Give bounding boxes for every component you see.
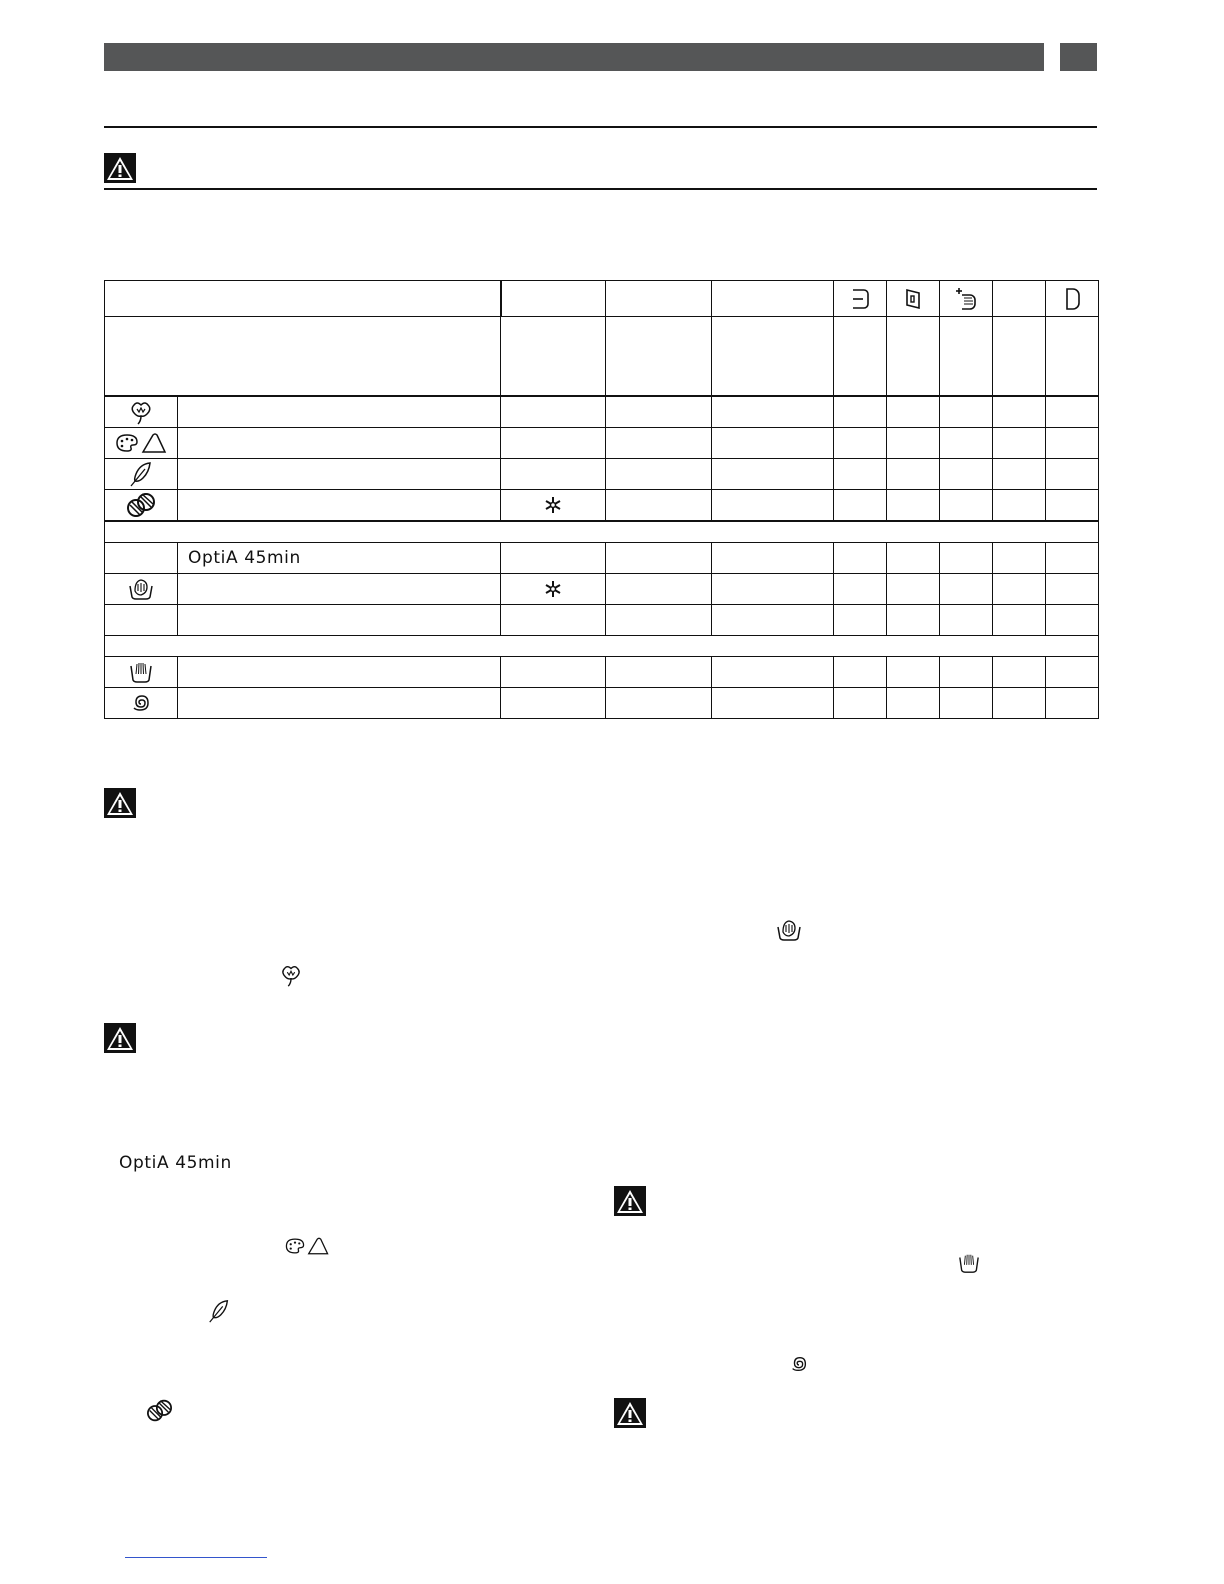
row-icon-cell: [105, 428, 178, 459]
cell: [501, 396, 606, 428]
table-row: [105, 605, 1099, 636]
subheader-cell: [887, 317, 940, 397]
wool-icon: [146, 1398, 173, 1423]
footer-link-underline[interactable]: [125, 1557, 267, 1558]
cell: [940, 459, 993, 490]
section-rule-bottom: [104, 188, 1097, 190]
cell: [887, 459, 940, 490]
programme-table: [104, 280, 1099, 719]
table-separator: [105, 636, 1099, 657]
separator-cell: [105, 521, 1099, 543]
iron-dry-icon: [900, 286, 926, 312]
timed-dry-icon: [1059, 286, 1085, 312]
table-row: [105, 459, 1099, 490]
cell: [887, 543, 940, 574]
cell: [887, 396, 940, 428]
cell: [940, 574, 993, 605]
cell: [993, 605, 1046, 636]
subheader-cell: [712, 317, 834, 397]
cell: [993, 657, 1046, 688]
cell: [1046, 605, 1099, 636]
row-name: [178, 428, 501, 459]
cell: [712, 657, 834, 688]
page-number-box: [1060, 43, 1097, 71]
cell: [606, 396, 712, 428]
synthetics-icon: [283, 1235, 331, 1257]
cell: [606, 605, 712, 636]
cell: [834, 574, 887, 605]
table-row: [105, 490, 1099, 522]
cell: [993, 459, 1046, 490]
warning-icon: [614, 1186, 646, 1216]
cell: [940, 396, 993, 428]
optia-body-label: OptiA 45min: [119, 1153, 232, 1173]
cell: [887, 574, 940, 605]
cell: [993, 574, 1046, 605]
row-name: [178, 459, 501, 490]
cell: [606, 428, 712, 459]
cell: [712, 543, 834, 574]
warning-icon: [104, 788, 136, 818]
header-programme-cell: [105, 281, 501, 317]
cell: [834, 428, 887, 459]
cotton-icon: [278, 962, 304, 988]
cell: [712, 459, 834, 490]
table-row: [105, 396, 1099, 428]
cell: [1046, 428, 1099, 459]
cell: [1046, 543, 1099, 574]
subheader-programme: [105, 317, 501, 397]
subheader-cell: [993, 317, 1046, 397]
cell: [887, 688, 940, 719]
delicates-feather-icon: [127, 460, 155, 488]
rinse-icon: [957, 1252, 981, 1274]
header-col-temp: [501, 281, 606, 317]
row-icon-cell: [105, 459, 178, 490]
wool-icon: [126, 491, 156, 519]
cell: [834, 688, 887, 719]
cell: [501, 657, 606, 688]
row-icon-cell: [105, 490, 178, 522]
snowflake-icon: [543, 495, 563, 515]
header-col-extra: [940, 281, 993, 317]
row-name: [178, 688, 501, 719]
header-col-load: [606, 281, 712, 317]
cell: [712, 688, 834, 719]
header-col-iron: [887, 281, 940, 317]
warning-icon: [104, 1023, 136, 1053]
subheader-cell: [501, 317, 606, 397]
spin-icon: [789, 1354, 809, 1374]
cell: [501, 428, 606, 459]
cell: [712, 428, 834, 459]
extra-dry-icon: [953, 286, 979, 312]
cell-temp-cold: [501, 574, 606, 605]
header-col-timed: [1046, 281, 1099, 317]
cell: [606, 459, 712, 490]
handwash-icon: [127, 577, 155, 601]
table-separator: [105, 521, 1099, 543]
synthetics-icon: [113, 431, 169, 455]
row-icon-cell: [105, 543, 178, 574]
handwash-icon: [775, 918, 803, 942]
cell: [887, 605, 940, 636]
optia-label: OptiA 45min: [188, 548, 301, 568]
cell: [606, 543, 712, 574]
row-icon-cell: [105, 605, 178, 636]
table-row: [105, 574, 1099, 605]
cell: [606, 574, 712, 605]
table-row: [105, 688, 1099, 719]
row-name: [178, 574, 501, 605]
cell: [606, 490, 712, 522]
cell: [712, 490, 834, 522]
cell: [1046, 490, 1099, 522]
header-col-blank: [993, 281, 1046, 317]
cell: [501, 688, 606, 719]
subheader-cell: [834, 317, 887, 397]
cell: [993, 428, 1046, 459]
cell: [1046, 396, 1099, 428]
cell: [993, 688, 1046, 719]
cell: [1046, 459, 1099, 490]
subheader-cell: [606, 317, 712, 397]
cell: [834, 657, 887, 688]
cell: [940, 605, 993, 636]
row-icon-cell: [105, 688, 178, 719]
table-row: [105, 543, 1099, 574]
hanging-dry-icon: [847, 286, 873, 312]
cell: [834, 396, 887, 428]
cell: [993, 543, 1046, 574]
cell: [940, 688, 993, 719]
row-icon-cell: [105, 396, 178, 428]
cell: [940, 543, 993, 574]
cell: [993, 396, 1046, 428]
cell: [606, 657, 712, 688]
row-icon-cell: [105, 657, 178, 688]
row-name: [178, 657, 501, 688]
cell: [834, 605, 887, 636]
cotton-icon: [127, 398, 155, 426]
subheader-cell: [940, 317, 993, 397]
cell: [712, 605, 834, 636]
section-rule-top: [104, 126, 1097, 128]
cell: [834, 459, 887, 490]
cell: [834, 543, 887, 574]
spin-icon: [130, 692, 152, 714]
row-icon-cell: [105, 574, 178, 605]
warning-icon: [104, 153, 136, 183]
cell: [501, 605, 606, 636]
cell: [834, 490, 887, 522]
row-name: [178, 396, 501, 428]
cell: [712, 574, 834, 605]
table-row: [105, 657, 1099, 688]
cell: [940, 657, 993, 688]
cell: [501, 459, 606, 490]
row-name: [178, 490, 501, 522]
delicates-feather-icon: [206, 1298, 232, 1324]
cell: [606, 688, 712, 719]
separator-cell: [105, 636, 1099, 657]
header-col-spin: [712, 281, 834, 317]
cell: [887, 490, 940, 522]
cell: [993, 490, 1046, 522]
header-col-hanging: [834, 281, 887, 317]
subheader-cell: [1046, 317, 1099, 397]
cell: [887, 428, 940, 459]
row-name: [178, 605, 501, 636]
warning-icon: [614, 1398, 646, 1428]
rinse-icon: [128, 660, 154, 684]
cell: [940, 490, 993, 522]
header-bar: [104, 43, 1044, 71]
snowflake-icon: [543, 579, 563, 599]
cell: [712, 396, 834, 428]
cell: [1046, 688, 1099, 719]
cell: [501, 543, 606, 574]
table-row: [105, 428, 1099, 459]
cell: [887, 657, 940, 688]
cell: [940, 428, 993, 459]
cell: [1046, 657, 1099, 688]
row-name: [178, 543, 501, 574]
cell-temp-cold: [501, 490, 606, 522]
cell: [1046, 574, 1099, 605]
